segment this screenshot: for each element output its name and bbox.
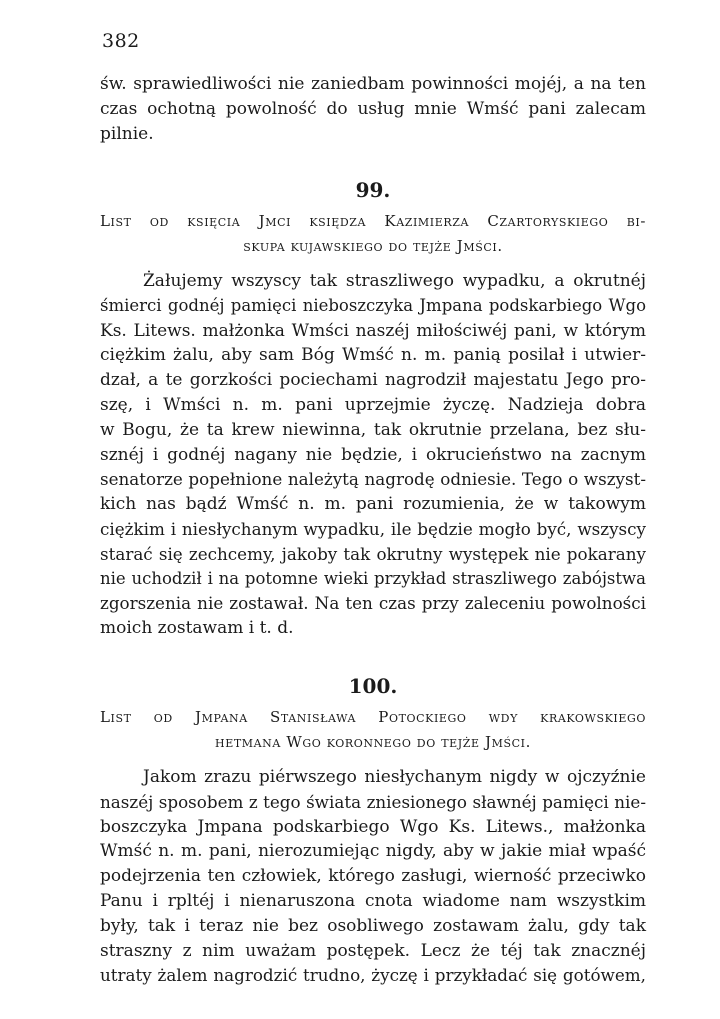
text-line: czas ochotną powolność do usług mnie Wmść pani zalecam [100, 98, 646, 119]
text-line: św. sprawiedliwości nie zaniedbam powinności mojéj, a na ten [100, 74, 646, 94]
heading-line: List od Jmpana Stanisława Potockiego wdy krakowskiego [100, 708, 646, 726]
text-line: ciężkim i niesłychanym wypadku, ile będzie mogło być, wszyscy [100, 518, 646, 539]
text-line: utraty żalem nagrodzić trudno, życzę i przykładać się gotówem, [100, 965, 646, 986]
text-line: sznéj i godnéj nagany nie będzie, i okrucieństwo na zacnym [100, 444, 646, 465]
text-line: ciężkim żalu, aby sam Bóg Wmść n. m. panią posilał i utwier- [100, 345, 646, 366]
text-line: moich zostawam i t. d. [100, 618, 294, 639]
text-line: w Bogu, że ta krew niewinna, tak okrutnie przelana, bez słu- [100, 419, 646, 440]
text-line: kich nas bądź Wmść n. m. pani rozumienia, że w takowym [100, 494, 646, 515]
text-line: Jakom zrazu piérwszego niesłychanym nigdy w ojczyźnie [143, 767, 646, 787]
text-line: senatorze popełnione należytą nagrodę odniesie. Tego o wszyst- [100, 469, 646, 490]
letter-body [100, 269, 646, 641]
text-line: zgorszenia nie zostawał. Na ten czas przy zaleceniu powolności [100, 593, 646, 614]
letter-number: 99. [355, 178, 391, 202]
text-line: pilnie. [100, 123, 154, 144]
text-line: nie uchodził i na potomne wieki przykład straszliwego zabójstwa [100, 568, 646, 588]
letter-number: 100. [348, 674, 398, 698]
text-line: Panu i rpltéj i nienaruszona cnota wiadome nam wszystkim [100, 890, 646, 911]
page-number: 382 [102, 30, 140, 52]
heading-line: hetmana Wgo koronnego do tejże Jmści. [215, 733, 531, 751]
heading-line: List od księcia Jmci księdza Kazimierza Czartoryskiego bi- [100, 212, 646, 230]
text-line: śmierci godnéj pamięci nieboszczyka Jmpana podskarbiego Wgo [100, 295, 646, 315]
text-line: szę, i Wmści n. m. pani uprzejmie życzę. Nadzieja dobra [100, 394, 646, 415]
text-line: boszczyka Jmpana podskarbiego Wgo Ks. Litews., małżonka [100, 816, 646, 837]
text-line: starać się zechcemy, jakoby tak okrutny występek nie pokarany [100, 543, 646, 564]
text-line: Ks. Litews. małżonka Wmści naszéj miłościwéj pani, w którym [100, 320, 646, 341]
text-line: Wmść n. m. pani, nierozumiejąc nigdy, aby w jakie miał wpaść [100, 841, 646, 862]
letter-heading [100, 705, 646, 755]
text-line: były, tak i teraz nie bez osobliwego zostawam żalu, gdy tak [100, 915, 646, 936]
text-line: Żałujemy wszyscy tak straszliwego wypadku, a okrutnéj [143, 271, 646, 291]
text-line: dzał, a te gorzkości pociechami nagrodził majestatu Jego pro- [100, 370, 646, 391]
text-line: straszny z nim uważam postępek. Lecz że téj tak znacznéj [100, 940, 646, 961]
text-line: podejrzenia ten człowiek, którego zasługi, wierność przeciwko [100, 866, 646, 887]
heading-line: skupa kujawskiego do tejże Jmści. [243, 237, 503, 255]
intro-paragraph [100, 72, 646, 146]
letter-heading [100, 209, 646, 259]
text-line: naszéj sposobem z tego świata zniesionego sławnéj pamięci nie- [100, 791, 646, 812]
letter-body [100, 765, 646, 988]
